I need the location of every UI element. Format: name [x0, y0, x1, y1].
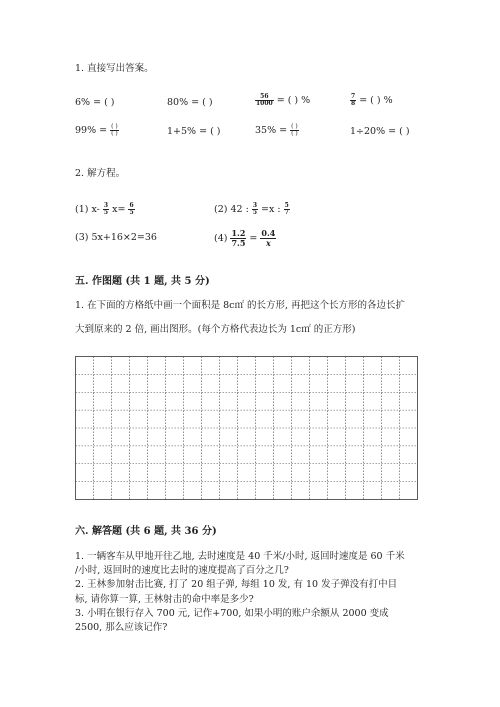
fraction: $\frac{1.2}{7.5}$	[231, 228, 246, 248]
equation-1: (1) x- $\frac{3}{5}$ x= $\frac{6}{5}$	[75, 202, 134, 216]
answer-blank[interactable]: = ( ) %	[273, 95, 311, 106]
question-2-line2: 标, 请你算一算, 王林射击的命中率是多少?	[75, 594, 254, 605]
grid-paper[interactable]	[75, 356, 418, 500]
answer-blank[interactable]: = ( )	[188, 97, 213, 108]
expression: 6%	[75, 97, 91, 108]
problem-1-4	[350, 94, 393, 107]
question-2-line1: 2. 王林参加射击比赛, 打了 20 组子弹, 每组 10 发, 有 10 发子弹没有打中目	[75, 579, 398, 590]
problem-1-2	[167, 97, 213, 109]
problem-1-5: 99% = $\frac{( )}{( )}$	[75, 123, 118, 137]
section6-heading: 六. 解答题 (共 6 题, 共 36 分)	[75, 526, 217, 537]
equation-4: (4) $\frac{1.2}{7.5}$ = $\frac{0.4}{x}$	[214, 228, 276, 248]
question-1-line2: /小时, 返回时的速度比去时的速度提高了百分之几?	[75, 565, 289, 576]
section5-heading: 五. 作图题 (共 1 题, 共 5 分)	[75, 276, 210, 287]
expression: 99%	[75, 125, 97, 136]
problem-1-1	[75, 97, 115, 109]
fraction: $\frac{5}{7}$	[284, 202, 289, 216]
fraction: $\frac{56}{1000}$	[256, 93, 273, 107]
expression: 1÷20%	[350, 126, 386, 137]
expression: 80%	[167, 97, 189, 108]
fraction-blank[interactable]: $\frac{( )}{( )}$	[111, 123, 118, 137]
fraction: $\frac{3}{5}$	[103, 202, 109, 216]
question-3-line2: 2500, 那么应该记作?	[75, 622, 168, 633]
expression: 35%	[255, 125, 277, 136]
problem-1-7: 35% = $\frac{( )}{( )}$	[255, 123, 298, 137]
fraction: $\frac{6}{5}$	[129, 202, 134, 216]
drawing-grid[interactable]	[75, 356, 418, 500]
fraction: $\frac{7}{8}$	[351, 93, 356, 107]
section5-question-line2: 大到原来的 2 倍, 画出图形。(每个方格代表边长为 1c㎡ 的正方形)	[75, 324, 356, 335]
answer-blank[interactable]: = ( )	[385, 126, 410, 137]
expression: 1+5%	[167, 126, 197, 137]
question-3-line1: 3. 小明在银行存入 700 元, 记作+700, 如果小明的账户余额从 2000 变成	[75, 608, 389, 619]
fraction: $\frac{0.4}{x}$	[261, 228, 276, 248]
fraction-blank[interactable]: $\frac{( )}{( )}$	[291, 123, 298, 137]
section1-title: 1. 直接写出答案。	[75, 63, 154, 74]
equation-3: (3) 5x+16×2=36	[75, 232, 157, 243]
section5-question-line1: 1. 在下面的方格纸中画一个面积是 8c㎡ 的长方形, 再把这个长方形的各边长扩	[75, 300, 406, 311]
problem-1-8	[350, 126, 410, 138]
section2-title: 2. 解方程。	[75, 168, 126, 179]
answer-blank[interactable]: = ( ) %	[356, 95, 393, 106]
answer-blank[interactable]: = ( )	[90, 97, 115, 108]
question-1-line1: 1. 一辆客车从甲地开往乙地, 去时速度是 40 千米/小时, 返回时速度是 60 千米	[75, 551, 405, 562]
problem-1-6	[167, 126, 221, 138]
answer-blank[interactable]: = ( )	[196, 126, 221, 137]
fraction: $\frac{3}{5}$	[252, 202, 257, 216]
equation-2: (2) 42 : $\frac{3}{5}$ =x : $\frac{5}{7}$	[214, 202, 289, 216]
problem-1-3	[255, 94, 310, 107]
